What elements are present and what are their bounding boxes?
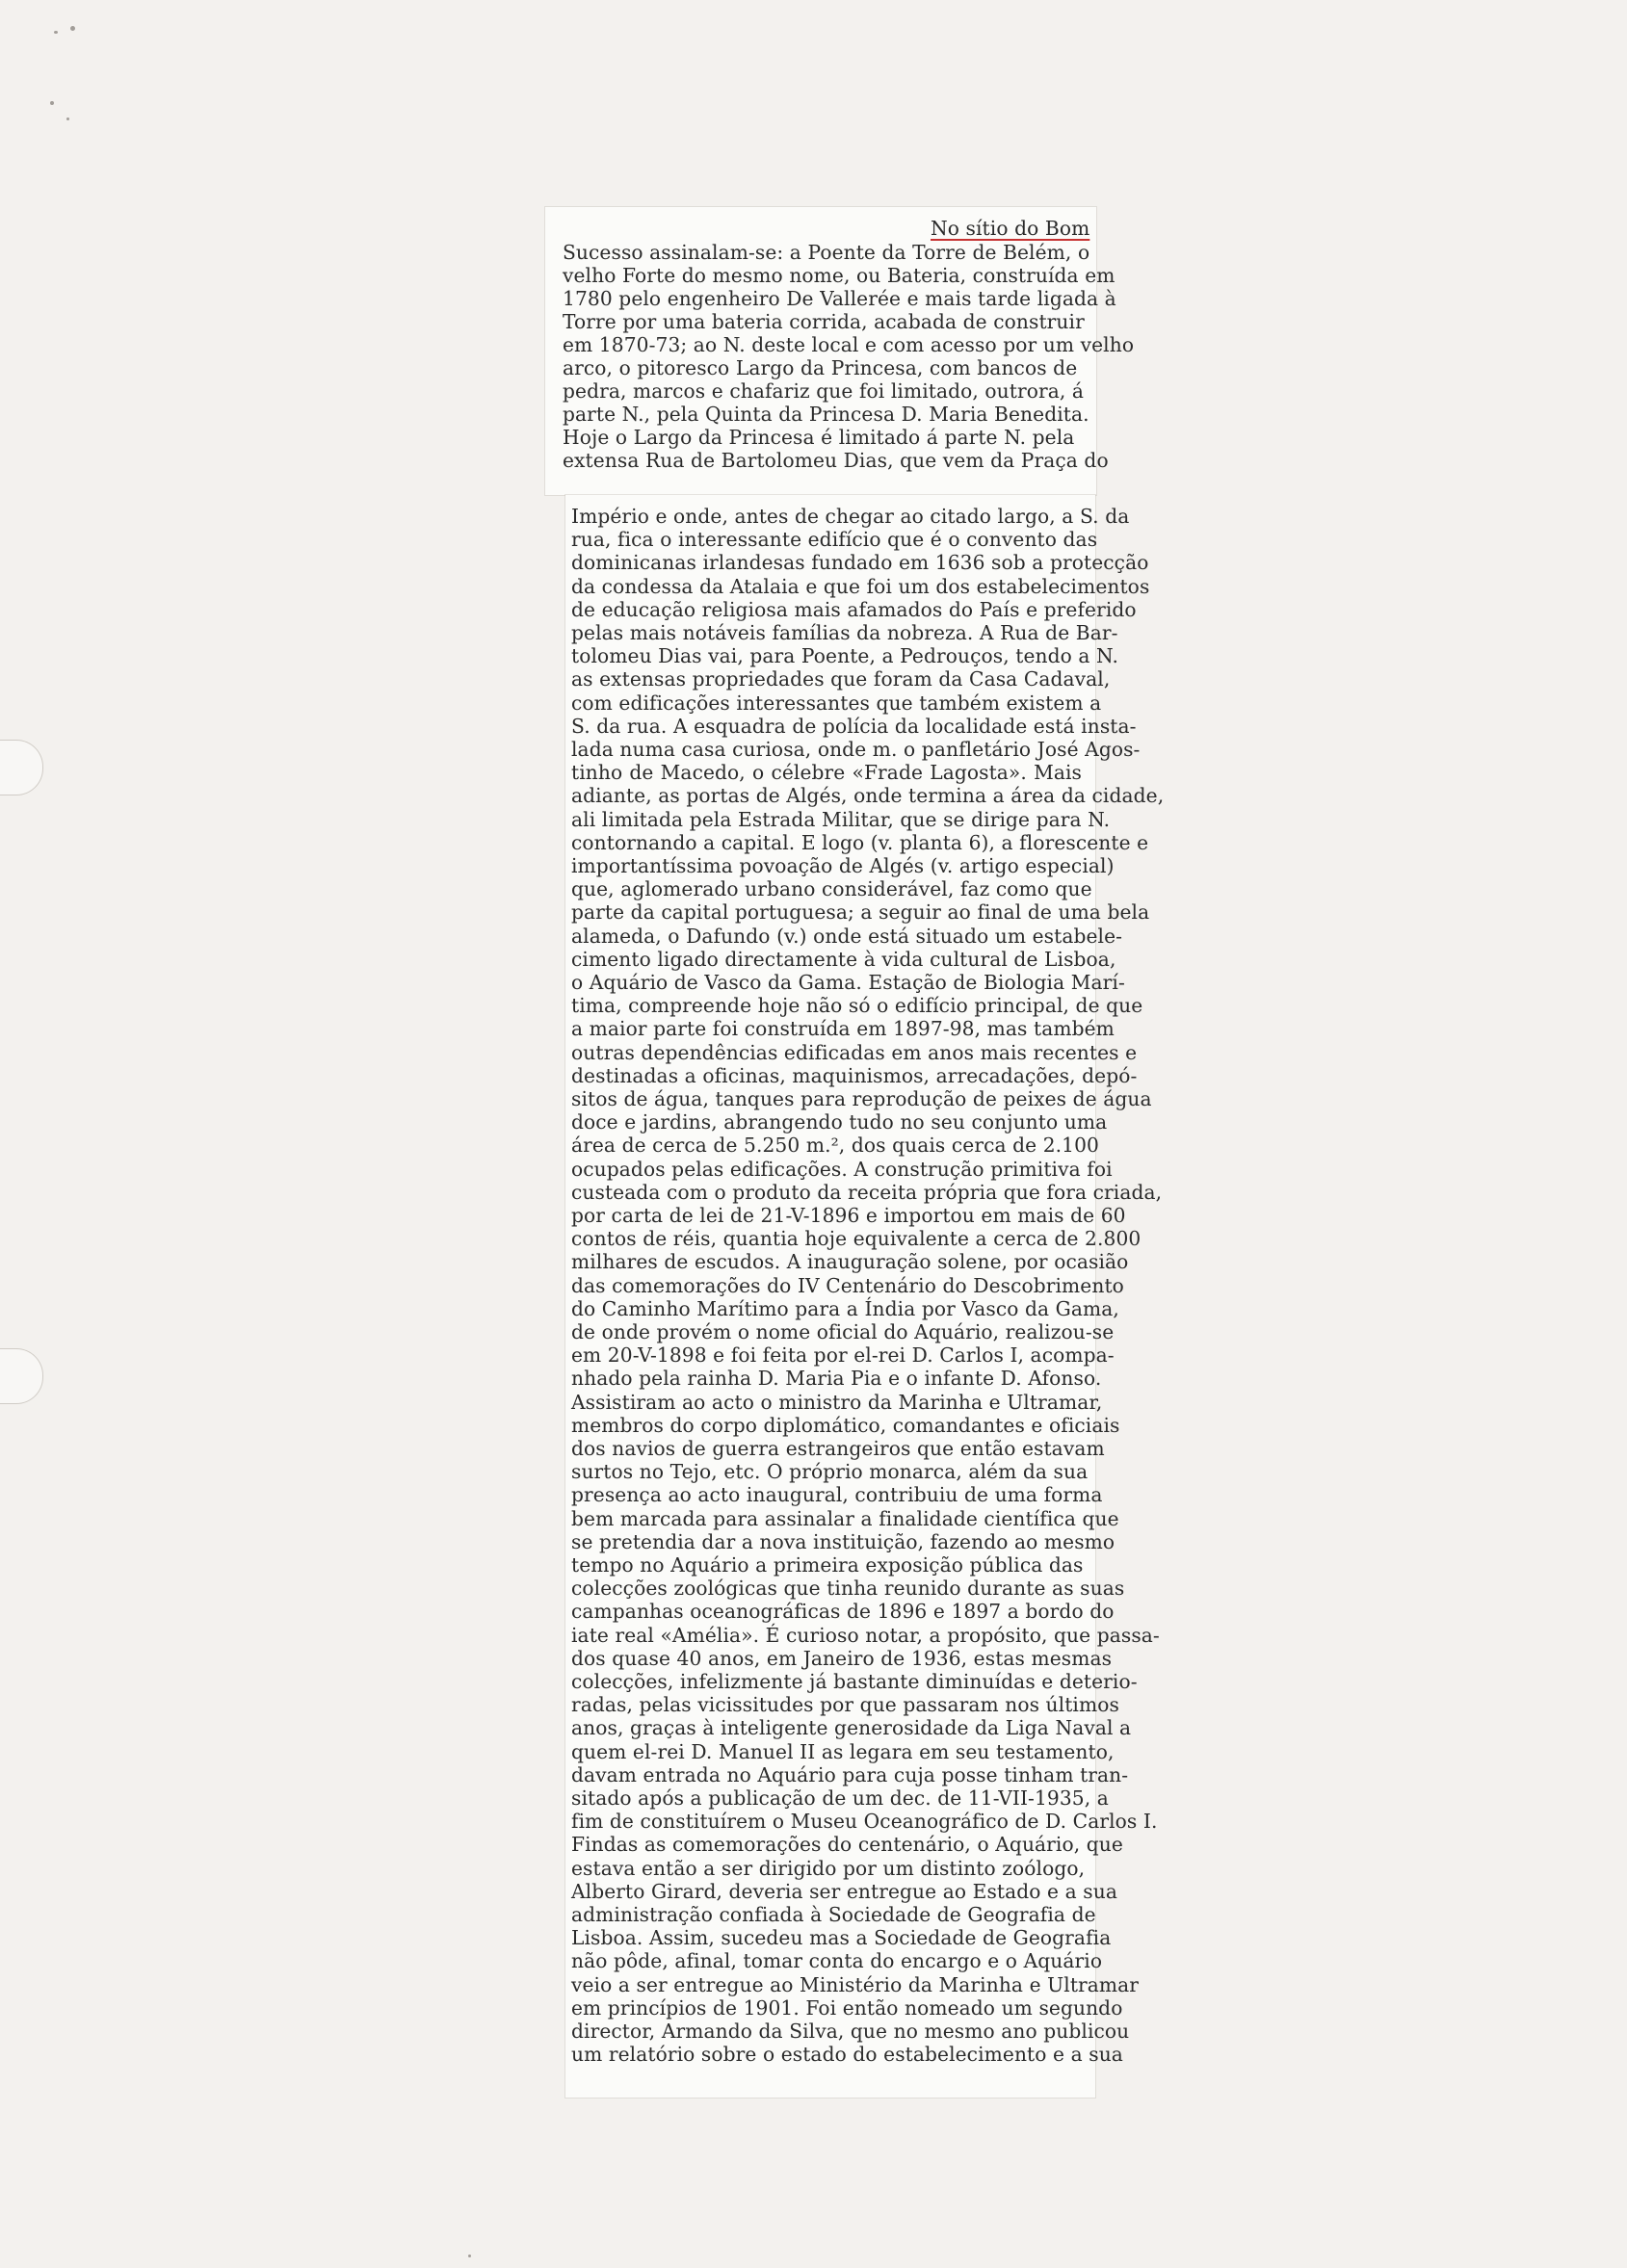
text-line: Findas as comemorações do centenário, o Aquário, que xyxy=(571,1833,1123,1857)
text-line: tima, compreende hoje não só o edifício principal, de que xyxy=(571,994,1143,1018)
text-line: Lisboa. Assim, sucedeu mas a Sociedade de Geografia xyxy=(571,1926,1112,1950)
text-line: Assistiram ao acto o ministro da Marinha e Ultramar, xyxy=(571,1390,1103,1414)
text-line: área de cerca de 5.250 m.², dos quais cerca de 2.100 xyxy=(571,1134,1100,1158)
text-line: de educação religiosa mais afamados do País e preferido xyxy=(571,597,1137,621)
text-line: cimento ligado directamente à vida cultural de Lisboa, xyxy=(571,947,1116,971)
text-line: parte da capital portuguesa; a seguir ao final de uma bela xyxy=(571,900,1150,925)
scan-speck-1 xyxy=(54,31,58,34)
text-line: parte N., pela Quinta da Princesa D. Maria Benedita. xyxy=(563,403,1089,426)
text-line: a maior parte foi construída em 1897-98, mas também xyxy=(571,1017,1115,1041)
text-line: lada numa casa curiosa, onde m. o panfletário José Agos- xyxy=(571,738,1141,761)
newspaper-clipping-top xyxy=(545,207,1135,495)
text-line: arco, o pitoresco Largo da Princesa, com bancos de xyxy=(563,356,1078,379)
text-line: por carta de lei de 21-V-1896 e importou em mais de 60 xyxy=(571,1204,1126,1227)
text-line: com edificações interessantes que também existem a xyxy=(571,691,1102,715)
text-line: alameda, o Dafundo (v.) onde está situado um estabele- xyxy=(571,924,1123,948)
text-line: pelas mais notáveis famílias da nobreza. A Rua de Bar- xyxy=(571,621,1118,644)
text-line: sitos de água, tanques para reprodução de peixes de água xyxy=(571,1087,1152,1110)
text-line: pedra, marcos e chafariz que foi limitado, outrora, á xyxy=(563,379,1085,403)
text-line: que, aglomerado urbano considerável, faz como que xyxy=(571,877,1092,901)
text-line: fim de constituírem o Museu Oceanográfico de D. Carlos I. xyxy=(571,1810,1158,1834)
text-line: tolomeu Dias vai, para Poente, a Pedrouços, tendo a N. xyxy=(571,644,1119,668)
text-line: em 20-V-1898 e foi feita por el-rei D. Carlos I, acompa- xyxy=(571,1343,1115,1368)
text-line: ali limitada pela Estrada Militar, que se dirige para N. xyxy=(571,807,1111,831)
text-line: S. da rua. A esquadra de polícia da localidade está insta- xyxy=(571,714,1137,738)
text-line: quem el-rei D. Manuel II as legara em seu testamento, xyxy=(571,1739,1115,1763)
text-line: iate real «Amélia». É curioso notar, a propósito, que passa- xyxy=(571,1623,1160,1647)
text-line: director, Armando da Silva, que no mesmo ano publicou xyxy=(571,2020,1130,2043)
text-line: estava então a ser dirigido por um distinto zoólogo, xyxy=(571,1856,1086,1880)
text-line: se pretendia dar a nova instituição, fazendo ao mesmo xyxy=(571,1529,1115,1553)
text-line: Alberto Girard, deveria ser entregue ao Estado e a sua xyxy=(571,1879,1117,1903)
text-line: davam entrada no Aquário para cuja posse tinham tran- xyxy=(571,1762,1129,1786)
text-line: velho Forte do mesmo nome, ou Bateria, construída em xyxy=(563,264,1115,287)
text-line: o Aquário de Vasco da Gama. Estação de Biologia Marí- xyxy=(571,971,1125,994)
text-line: colecções, infelizmente já bastante diminuídas e deterio- xyxy=(571,1670,1138,1693)
text-line: outras dependências edificadas em anos mais recentes e xyxy=(571,1040,1138,1064)
text-line: 1780 pelo engenheiro De Vallerée e mais tarde ligada à xyxy=(563,287,1116,310)
text-line: colecções zoológicas que tinha reunido durante as suas xyxy=(571,1577,1125,1601)
text-line: dos quase 40 anos, em Janeiro de 1936, estas mesmas xyxy=(571,1646,1113,1670)
newspaper-clipping-bottom xyxy=(565,495,1165,2098)
text-line: contornando a capital. E logo (v. planta 6), a florescente e xyxy=(571,830,1149,854)
text-line: as extensas propriedades que foram da Casa Cadaval, xyxy=(571,667,1111,691)
text-line: doce e jardins, abrangendo tudo no seu conjunto uma xyxy=(571,1110,1108,1134)
text-line: extensa Rua de Bartolomeu Dias, que vem da Praça do xyxy=(563,449,1109,472)
text-line: surtos no Tejo, etc. O próprio monarca, além da sua xyxy=(571,1460,1089,1484)
text-line: radas, pelas vicissitudes por que passaram nos últimos xyxy=(571,1693,1119,1717)
text-line: rua, fica o interessante edifício que é o convento das xyxy=(571,528,1098,552)
binder-punch-hole-upper xyxy=(0,740,43,795)
text-line: custeada com o produto da receita própria que fora criada, xyxy=(571,1180,1163,1204)
text-line: do Caminho Marítimo para a Índia por Vasco da Gama, xyxy=(571,1296,1119,1320)
text-line: bem marcada para assinalar a finalidade científica que xyxy=(571,1506,1119,1530)
text-line: Império e onde, antes de chegar ao citado largo, a S. da xyxy=(571,505,1130,528)
scan-speck-3 xyxy=(50,101,54,105)
text-line: membros do corpo diplomático, comandantes e oficiais xyxy=(571,1413,1120,1437)
text-line: dos navios de guerra estrangeiros que então estavam xyxy=(571,1437,1105,1460)
text-line: milhares de escudos. A inauguração solene, por ocasião xyxy=(571,1250,1129,1274)
text-line: presença ao acto inaugural, contribuiu de uma forma xyxy=(571,1483,1103,1507)
text-line: administração confiada à Sociedade de Geografia de xyxy=(571,1903,1096,1926)
text-line: dominicanas irlandesas fundado em 1636 sob a protecção xyxy=(571,551,1149,575)
underlined-phrase: No sítio do Bom xyxy=(931,217,1090,240)
text-line: importantíssima povoação de Algés (v. artigo especial) xyxy=(571,854,1115,877)
text-line: Hoje o Largo da Princesa é limitado á parte N. pela xyxy=(563,426,1075,449)
scan-speck-5 xyxy=(468,2255,471,2257)
text-line: sitado após a publicação de um dec. de 11-VII-1935, a xyxy=(571,1786,1109,1810)
text-line: campanhas oceanográficas de 1896 e 1897 a bordo do xyxy=(571,1600,1115,1624)
text-line: nhado pela rainha D. Maria Pia e o infante D. Afonso. xyxy=(571,1367,1102,1391)
text-line: Sucesso assinalam-se: a Poente da Torre de Belém, o xyxy=(563,241,1090,264)
scan-speck-4 xyxy=(66,117,69,120)
text-line: um relatório sobre o estado do estabelecimento e a sua xyxy=(571,2043,1123,2067)
text-line: em 1870-73; ao N. deste local e com acesso por um velho xyxy=(563,333,1135,356)
text-line: das comemorações do IV Centenário do Descobrimento xyxy=(571,1273,1124,1297)
text-line xyxy=(931,217,1089,240)
text-line: em princípios de 1901. Foi então nomeado um segundo xyxy=(571,1995,1123,2020)
text-line: da condessa da Atalaia e que foi um dos estabelecimentos xyxy=(571,574,1150,598)
text-line: tempo no Aquário a primeira exposição pública das xyxy=(571,1553,1084,1577)
text-line: contos de réis, quantia hoje equivalente a cerca de 2.800 xyxy=(571,1227,1142,1251)
binder-punch-hole-lower xyxy=(0,1348,43,1404)
text-line: de onde provém o nome oficial do Aquário, realizou-se xyxy=(571,1320,1115,1343)
text-line: ocupados pelas edificações. A construção primitiva foi xyxy=(571,1157,1113,1181)
text-line: anos, graças à inteligente generosidade da Liga Naval a xyxy=(571,1716,1132,1740)
scan-speck-2 xyxy=(70,26,75,31)
text-line: tinho de Macedo, o célebre «Frade Lagosta». Mais xyxy=(571,761,1082,785)
text-line: destinadas a oficinas, maquinismos, arrecadações, depó- xyxy=(571,1063,1138,1087)
text-line: não pôde, afinal, tomar conta do encargo e o Aquário xyxy=(571,1949,1103,1973)
text-line: Torre por uma bateria corrida, acabada de construir xyxy=(563,310,1085,333)
text-line: adiante, as portas de Algés, onde termina a área da cidade, xyxy=(571,784,1165,808)
text-line: veio a ser entregue ao Ministério da Marinha e Ultramar xyxy=(571,1972,1140,1996)
